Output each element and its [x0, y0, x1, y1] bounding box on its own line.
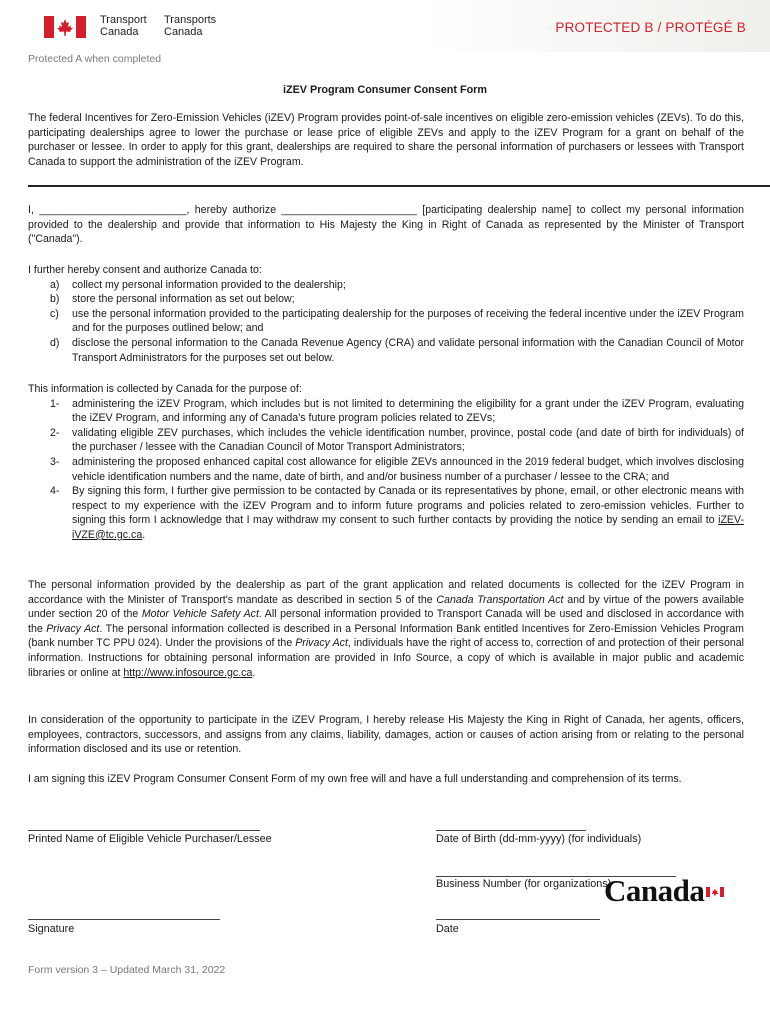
- purpose-marker: 1-: [50, 397, 60, 410]
- act-citation: Canada Transportation Act: [436, 593, 564, 606]
- date-of-birth-line[interactable]: [436, 830, 586, 831]
- consent-text: collect my personal information provided to the dealership;: [72, 278, 346, 291]
- purpose-item: [28, 397, 744, 426]
- privacy-text-6: .: [252, 666, 256, 679]
- act-citation: Privacy Act: [295, 637, 348, 650]
- purpose-list: [28, 397, 744, 543]
- consent-item: [28, 278, 744, 293]
- privacy-text-3: . All personal information provided to Transport Canada will be used and disclosed in accordance with the: [28, 608, 744, 635]
- purpose-text: administering the proposed enhanced capital cost allowance for eligible ZEVs announced in the 2019 federal budget, which involves disclosing vehicle identification numbers and the name, date of birth, and and/or business number of a purchaser / lessee to the CRA; and: [72, 455, 744, 483]
- section-divider: [28, 185, 770, 187]
- classification-label: PROTECTED B / PROTÉGÉ B: [555, 20, 746, 35]
- purpose-intro: This information is collected by Canada for the purpose of:: [28, 383, 302, 395]
- consent-item: [28, 336, 744, 365]
- dept-fr-line1: Transports: [164, 14, 217, 26]
- consent-item: [28, 307, 744, 336]
- privacy-text-1: The personal information provided by the dealership as part of the grant application and related documents is collected for the iZEV Program in accordance with the Minister of Transport's mandate as described in section 5 of the: [28, 579, 744, 606]
- consent-intro: I further hereby consent and authorize Canada to:: [28, 264, 262, 276]
- purpose-text: By signing this form, I further give permission to be contacted by Canada or its representatives by phone, email, or other electronic means with respect to my experience with the iZEV Program and to inform future programs and policies related to zero-emission vehicles. Further to signing this form I acknowledge that I may withdraw my consent to such further contacts by providing the notice by sending an email to: [72, 485, 744, 527]
- purpose-text: administering the iZEV Program, which includes but is not limited to determining the eligibility for a grant under the iZEV Program, evaluating the iZEV Program, and informing any of Canada’s future program policies related to ZEVs;: [72, 397, 744, 425]
- consent-marker: d): [50, 336, 60, 349]
- purpose-text-end: .: [142, 528, 146, 541]
- act-citation: Privacy Act: [46, 622, 100, 635]
- free-will-paragraph: I am signing this iZEV Program Consumer Consent Form of my own free will and have a full understanding and comprehension of its terms.: [28, 773, 682, 785]
- purpose-section: [28, 382, 744, 543]
- privacy-text-4: . The personal information collected is described in a Personal Information Bank entitled Incentives for Zero-Emission Vehicles Program (bank number TC PPU 024). Under the provisions of the: [28, 622, 745, 650]
- purpose-marker: 3-: [50, 455, 60, 468]
- department-name-fr: [164, 15, 216, 38]
- consent-item: [28, 292, 744, 307]
- purpose-marker: 2-: [50, 426, 60, 439]
- printed-name-line[interactable]: [28, 830, 260, 831]
- protected-note: Protected A when completed: [28, 53, 162, 65]
- contact-email-link[interactable]: iZEV-iVZE@tc.gc.ca: [72, 514, 744, 541]
- printed-name-label: Printed Name of Eligible Vehicle Purchaser/Lessee: [28, 833, 272, 845]
- release-paragraph: In consideration of the opportunity to participate in the iZEV Program, I hereby release His Majesty the King in Right of Canada, her agents, officers, employees, contractors, successors, and assigns from any claims, liability, damages, action or causes of action arising from or relating to the personal information disclosed and its use or retention.: [28, 714, 744, 756]
- dept-fr-line2: Canada: [164, 25, 203, 38]
- consent-text: disclose the personal information to the Canada Revenue Agency (CRA) and validate personal information with the Canadian Council of Motor Transport Administrators for the purposes set out below.: [72, 336, 744, 364]
- purpose-item: [28, 426, 744, 455]
- signature-label: Signature: [28, 923, 75, 935]
- purpose-text: validating eligible ZEV purchases, which includes the vehicle identification number, province, postal code (and date of birth for individuals) of the purchaser / lessee with the Canadian Council of Motor Transport Administrators;: [72, 426, 744, 454]
- consent-marker: a): [50, 278, 60, 291]
- authorization-paragraph: I, _________________________, hereby authorize _______________________ [participating dealership name] to collect my personal information provided to the dealership and provide that information to His Majesty the King in Right of Canada as represented by the Minister of Transport ("Canada").: [28, 204, 744, 246]
- dept-en-line1: Transport: [100, 14, 147, 26]
- canada-flag-icon: [44, 16, 86, 38]
- privacy-paragraph: [28, 578, 744, 680]
- purpose-item: [28, 455, 744, 484]
- form-version-footer: Form version 3 – Updated March 31, 2022: [28, 964, 226, 976]
- consent-marker: b): [50, 293, 60, 306]
- date-label: Date: [436, 923, 459, 935]
- privacy-text-2: and by virtue of the powers available under section 20 of the: [28, 593, 744, 621]
- consent-text: use the personal information provided to the participating dealership for the purposes of receiving the federal incentive under the iZEV Program and for the purposes outlined below; and: [72, 307, 744, 335]
- consent-list: [28, 278, 744, 366]
- date-of-birth-label: Date of Birth (dd-mm-yyyy) (for individuals): [436, 833, 642, 845]
- purpose-item: [28, 484, 744, 542]
- department-name-en: [100, 15, 147, 38]
- form-title: iZEV Program Consumer Consent Form: [283, 84, 487, 96]
- intro-paragraph: The federal Incentives for Zero-Emission Vehicles (iZEV) Program provides point-of-sale incentives on eligible zero-emission vehicles (ZEVs). To do this, participating dealerships agree to lower the purchase or lease price of eligible ZEVs and apply to the iZEV Program for a grant on behalf of the purchaser or lessee. In order to apply for this grant, dealerships are required to share the personal information of purchasers or lessees with Transport Canada to support the administration of the iZEV Program.: [28, 112, 744, 168]
- act-citation: Motor Vehicle Safety Act: [141, 608, 259, 621]
- consent-section: [28, 263, 744, 365]
- signature-line[interactable]: [28, 919, 220, 920]
- dept-en-line2: Canada: [100, 25, 139, 38]
- canada-wordmark: Canada: [604, 873, 705, 908]
- business-number-label: Business Number (for organizations): [436, 878, 612, 890]
- consent-text: store the personal information as set out below;: [72, 293, 295, 306]
- consent-marker: c): [50, 307, 59, 320]
- infosource-link[interactable]: http://www.infosource.gc.ca: [123, 666, 253, 679]
- privacy-text-5: , individuals have the right of access to, correction of and protection of their personal information. Instructions for obtaining personal information are provided in Info Source, a copy of which is available in major public and academic libraries or online at: [28, 637, 744, 679]
- date-line[interactable]: [436, 919, 600, 920]
- purpose-marker: 4-: [50, 485, 60, 498]
- wordmark-flag-icon: [706, 887, 724, 897]
